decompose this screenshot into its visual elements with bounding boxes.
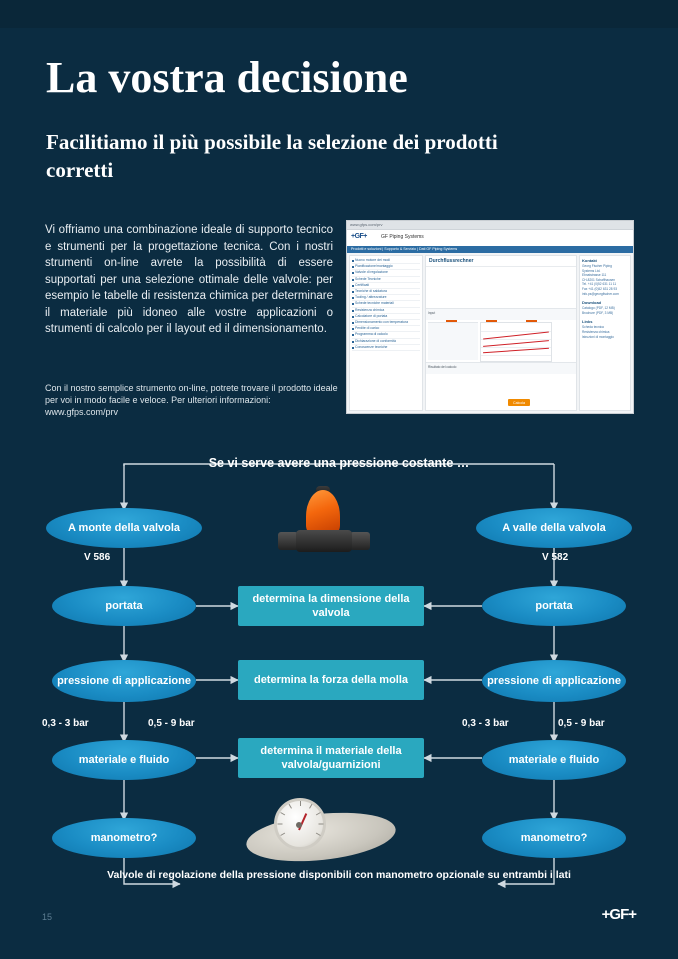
contact-title: Kontakt [582, 258, 597, 263]
label-left-range-high: 0,5 - 9 bar [148, 718, 195, 729]
sidebar-item: Dichiarazione di conformità [352, 339, 420, 345]
related-link: Istruzioni di montaggio [582, 334, 614, 339]
node-right-material[interactable]: materiale e fluido [482, 740, 626, 780]
site-nav: Prodotti e soluzioni | Supporto & Servizio | Dati GF Piping Systems [347, 246, 633, 253]
calculate-button[interactable]: Calcola [508, 399, 530, 406]
contact-line: info.ps@georgfischer.com [582, 291, 619, 296]
sidebar-item: Programma di calcolo [352, 332, 420, 338]
online-tool-note: Con il nostro semplice strumento on-line, potrete trovare il prodotto ideale per voi in modo facile e veloce. Per ulteriori informazioni: www.gfps.com/prv [45, 383, 338, 417]
node-right-pressure[interactable]: pressione di applicazione [482, 660, 626, 702]
sidebar-item: Schede Tecniche [352, 277, 420, 283]
node-left-gauge[interactable]: manometro? [52, 818, 196, 858]
page-subtitle: Facilitiamo il più possibile la selezione dei prodotti corretti [46, 130, 498, 182]
intro-paragraph: Vi offriamo una combinazione ideale di supporto tecnico e strumenti per la progettazione tecnica. Con i nostri strumenti on-line avrete la possibilità di essere supportati per una selezione ottimale delle valvole: per esempio le tabelle di resistenza chimica per determinare il materiale più idoneo alle vostre applicazioni o strumenti di calcolo per il layout ed il dimensionamento. [45, 224, 333, 335]
gf-logo-footer-icon: +GF+ [601, 906, 636, 923]
node-left-pressure[interactable]: pressione di applicazione [52, 660, 196, 702]
browser-address-bar: www.gfps.com/prv [347, 221, 633, 230]
contact-line: Georg Fischer Piping [582, 264, 612, 268]
related-link: Scheda tecnica [582, 325, 604, 330]
step-determine-spring-force[interactable]: determina la forza della molla [238, 660, 424, 700]
flowchart-footer-note: Valvole di regolazione della pressione disponibili con manometro opzionale su entrambi i lati [107, 869, 571, 881]
sidebar-item: Nuovo motore dei modi [352, 258, 420, 264]
pressure-gauge-illustration [246, 792, 396, 866]
result-chart [480, 322, 552, 362]
sidebar-item: Pianificazione/montaggio [352, 264, 420, 270]
flowchart-title: Se vi serve avere una pressione costante … [208, 456, 470, 470]
download-title: Download [582, 300, 602, 306]
page-number: 15 [42, 912, 53, 922]
panel-title: Durchflussrechner [426, 256, 576, 267]
download-link: Brochure (PDF, 3 MB) [582, 310, 614, 315]
input-fields-group [428, 322, 478, 360]
site-main-panel [425, 255, 577, 411]
sidebar-item: Certificati [352, 283, 420, 289]
page-title: La vostra decisione [46, 53, 408, 102]
sidebar-item: Resistenza chimica [352, 308, 420, 314]
related-link: Resistenza chimica [582, 329, 610, 334]
sidebar-item: Calcolatore di portata [352, 314, 420, 320]
contact-line: Systems Ltd. [582, 268, 601, 273]
sidebar-item: Perdite di carico [352, 326, 420, 332]
label-left-range-low: 0,3 - 3 bar [42, 718, 89, 729]
decision-flowchart [0, 440, 678, 920]
label-right-range-low: 0,3 - 3 bar [462, 718, 509, 729]
contact-line: CH-8201 Schaffhausen [582, 277, 616, 282]
node-downstream-valve[interactable]: A valle della valvola [476, 508, 632, 548]
valve-product-images [426, 267, 576, 313]
contact-line: Fax +41 (0)52 631 28 93 [582, 286, 617, 291]
sidebar-item: Conoscenze tecniche [352, 345, 420, 351]
node-left-flow[interactable]: portata [52, 586, 196, 626]
gf-logo-icon: +GF+ [351, 233, 367, 240]
label-left-code: V 586 [84, 552, 111, 563]
site-brand-label: GF Piping Systems [381, 234, 424, 240]
node-left-material[interactable]: materiale e fluido [52, 740, 196, 780]
sidebar-item: Tooling / attrezzature [352, 295, 420, 301]
step-determine-valve-size[interactable]: determina la dimensione della valvola [238, 586, 424, 626]
website-screenshot [346, 220, 634, 414]
sidebar-item: Dimensionamento con temperatura [352, 320, 420, 326]
sidebar-item: Valvole di regolazione [352, 270, 420, 276]
links-title: Links [582, 319, 593, 325]
label-right-code: V 582 [542, 552, 569, 563]
sidebar-item: Schede tecniche materiali [352, 301, 420, 307]
sidebar-item: Tecniche di saldatura [352, 289, 420, 295]
node-right-gauge[interactable]: manometro? [482, 818, 626, 858]
site-sidebar [349, 255, 423, 411]
download-link: Catalogo (PDF, 12 MB) [582, 306, 615, 311]
site-right-rail [579, 255, 631, 411]
contact-line: Ebnatstrasse 111 [582, 273, 607, 278]
step-determine-material[interactable]: determina il materiale della valvola/guarnizioni [238, 738, 424, 778]
valve-illustration [272, 488, 392, 558]
result-section-label: Risultato del calcolo [426, 362, 576, 374]
contact-line: Tel. +41 (0)52 631 11 11 [582, 282, 617, 287]
node-right-flow[interactable]: portata [482, 586, 626, 626]
node-upstream-valve[interactable]: A monte della valvola [46, 508, 202, 548]
input-section-label: Input [426, 308, 576, 320]
label-right-range-high: 0,5 - 9 bar [558, 718, 605, 729]
